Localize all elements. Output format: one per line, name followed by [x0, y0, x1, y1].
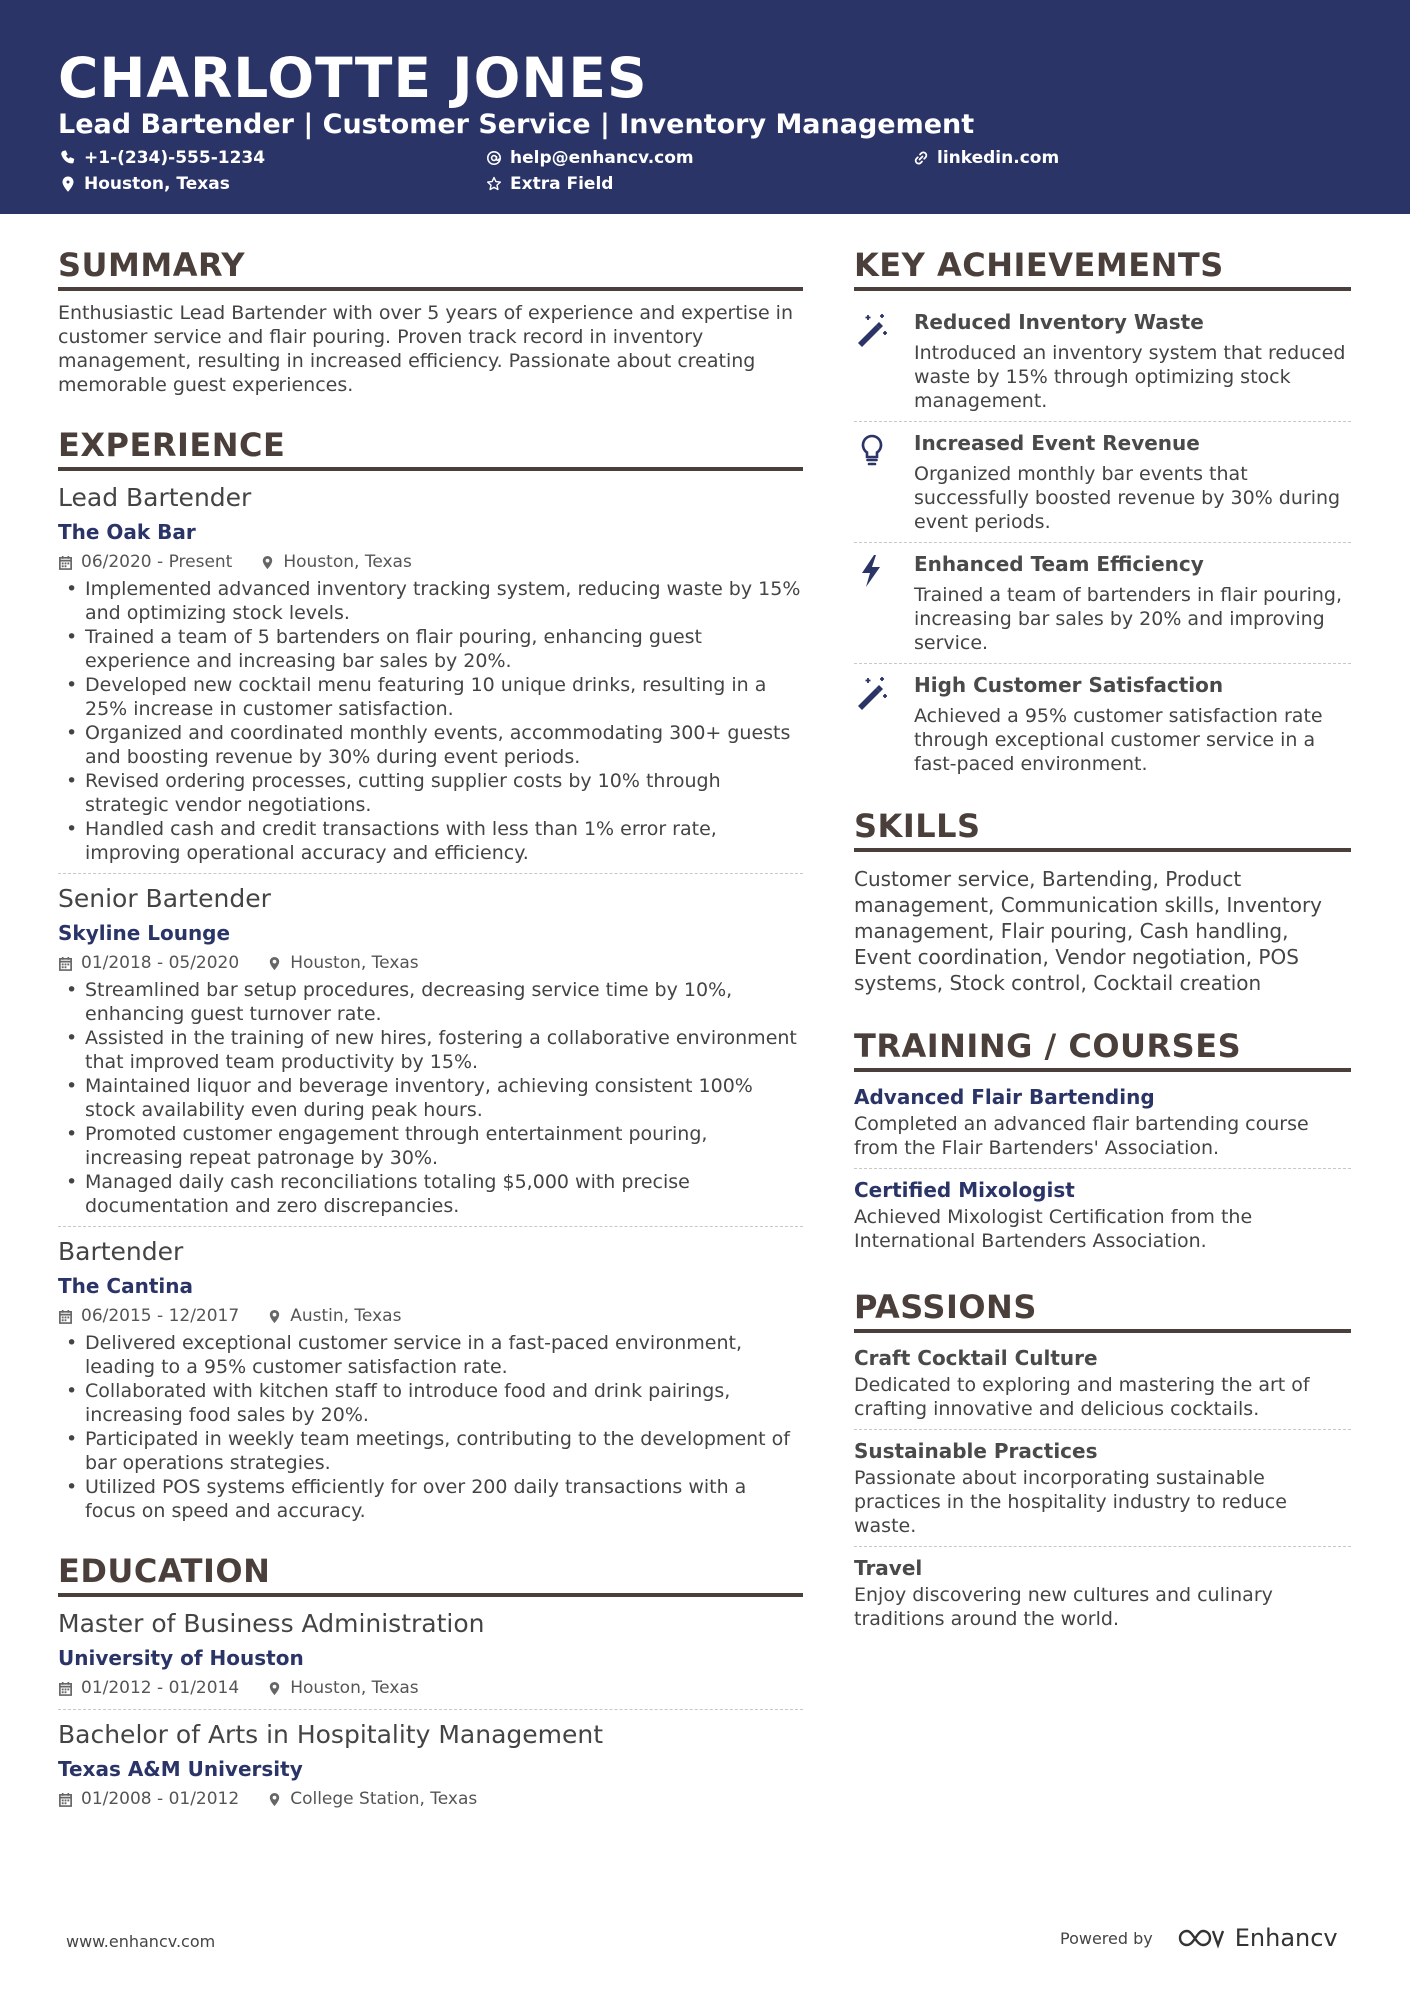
passion-title: Craft Cocktail Culture — [854, 1346, 1098, 1370]
education-location — [267, 1675, 418, 1701]
education-meta — [58, 1675, 803, 1701]
experience-section — [58, 425, 803, 1531]
achievement-desc: Trained a team of bartenders in flair pouring, increasing bar sales by 20% and improving service. — [914, 584, 1343, 654]
location-text: College Station, Texas — [290, 1789, 478, 1809]
job-meta — [58, 549, 803, 575]
linkedin-text: linkedin.com — [937, 148, 1060, 168]
course-desc: Achieved Mixologist Certification from the International Bartenders Association. — [854, 1206, 1253, 1252]
powered-by-text: Powered by — [1060, 1928, 1153, 1948]
company-name: The Oak Bar — [58, 520, 196, 544]
summary-section — [58, 245, 803, 397]
achievement-body — [914, 428, 1351, 534]
achievements-section — [854, 245, 1351, 784]
calendar-icon — [58, 1681, 73, 1696]
map-pin-icon — [267, 1309, 282, 1324]
right-column — [854, 245, 1351, 1645]
achievement-title: High Customer Satisfaction — [914, 673, 1224, 697]
bullet-item: • Participated in weekly team meetings, contributing to the development of bar operations strategies. — [58, 1427, 803, 1475]
contact-extra — [486, 174, 613, 194]
left-column — [58, 245, 803, 1828]
contact-email[interactable] — [486, 148, 694, 168]
map-pin-icon — [267, 1681, 282, 1696]
achievement-icon-wrap — [854, 307, 894, 413]
job-title: Bartender — [58, 1237, 184, 1266]
dates-text: 01/2018 - 05/2020 — [81, 953, 240, 973]
passions-section — [854, 1287, 1351, 1639]
dates-text: 06/2015 - 12/2017 — [81, 1306, 240, 1326]
job-dates — [58, 549, 232, 575]
lightning-icon — [854, 553, 890, 589]
passion-title: Travel — [854, 1556, 923, 1580]
achievement-icon-wrap — [854, 549, 894, 655]
job-meta — [58, 1303, 803, 1329]
job-location — [267, 950, 418, 976]
course-item — [854, 1175, 1351, 1261]
calendar-icon — [58, 1309, 73, 1324]
achievement-body — [914, 670, 1351, 776]
job-entry — [58, 1235, 803, 1531]
education-section — [58, 1551, 803, 1820]
skills-section — [854, 806, 1351, 996]
course-title: Certified Mixologist — [854, 1178, 1075, 1202]
location-text: Houston, Texas — [290, 1678, 419, 1698]
candidate-name: CHARLOTTE JONES — [58, 46, 648, 110]
bullet-item: • Delivered exceptional customer service in a fast-paced environment, leading to a 95% customer satisfaction rate. — [58, 1331, 803, 1379]
bullet-item: • Maintained liquor and beverage inventory, achieving consistent 100% stock availability even during peak hours. — [58, 1074, 803, 1122]
passion-desc: Passionate about incorporating sustainable practices in the hospitality industry to reduce waste. — [854, 1467, 1287, 1537]
achievement-body — [914, 307, 1351, 413]
achievement-desc: Organized monthly bar events that successfully boosted revenue by 30% during event periods. — [914, 463, 1341, 533]
brand-text: Enhancv — [1234, 1924, 1338, 1952]
achievement-item — [854, 543, 1351, 664]
job-title: Senior Bartender — [58, 884, 271, 913]
education-entry — [58, 1718, 803, 1820]
magic-wand-icon — [854, 311, 890, 347]
map-pin-icon — [267, 1792, 282, 1807]
at-icon — [486, 150, 502, 166]
education-meta — [58, 1786, 803, 1812]
school-name: Texas A&M University — [58, 1757, 303, 1781]
bullet-item: • Revised ordering processes, cutting supplier costs by 10% through strategic vendor negotiations. — [58, 769, 803, 817]
job-title: Lead Bartender — [58, 483, 252, 512]
passion-desc: Dedicated to exploring and mastering the art of crafting innovative and delicious cocktails. — [854, 1374, 1310, 1420]
job-dates — [58, 1303, 239, 1329]
location-text: Houston, Texas — [290, 953, 419, 973]
achievement-title: Enhanced Team Efficiency — [914, 552, 1204, 576]
calendar-icon — [58, 1792, 73, 1807]
course-item — [854, 1082, 1351, 1169]
link-icon — [913, 150, 929, 166]
experience-heading: EXPERIENCE — [58, 425, 803, 471]
passion-item — [854, 1553, 1351, 1639]
contact-phone[interactable] — [60, 148, 265, 168]
skills-heading: SKILLS — [854, 806, 1351, 852]
location-text: Austin, Texas — [290, 1306, 402, 1326]
job-location — [260, 549, 411, 575]
dates-text: 06/2020 - Present — [81, 552, 233, 572]
bullet-item: • Developed new cocktail menu featuring 10 unique drinks, resulting in a 25% increase in customer satisfaction. — [58, 673, 803, 721]
achievements-heading: KEY ACHIEVEMENTS — [854, 245, 1351, 291]
lightbulb-icon — [854, 432, 890, 468]
job-bullets — [58, 1331, 803, 1523]
map-pin-icon — [267, 956, 282, 971]
magic-wand-icon — [854, 674, 890, 710]
education-entry — [58, 1607, 803, 1710]
company-name: The Cantina — [58, 1274, 193, 1298]
enhancv-logo — [1177, 1924, 1338, 1952]
calendar-icon — [58, 555, 73, 570]
bullet-item: • Trained a team of 5 bartenders on flair pouring, enhancing guest experience and increasing bar sales by 20%. — [58, 625, 803, 673]
bullet-item: • Handled cash and credit transactions with less than 1% error rate, improving operational accuracy and efficiency. — [58, 817, 803, 865]
job-bullets — [58, 577, 803, 865]
star-icon — [486, 176, 502, 192]
achievement-item — [854, 664, 1351, 784]
enhancv-logo-icon — [1177, 1926, 1225, 1950]
achievement-item — [854, 301, 1351, 422]
bullet-item: • Assisted in the training of new hires, fostering a collaborative environment that improved team productivity by 15%. — [58, 1026, 803, 1074]
dates-text: 01/2008 - 01/2012 — [81, 1789, 240, 1809]
phone-icon — [60, 150, 76, 166]
skills-text: Customer service, Bartending, Product management, Communication skills, Inventory management, Flair pouring, Cash handling, Event coordination, Vendor negotiation, POS systems, Stock control, Cocktail creation — [854, 867, 1323, 995]
training-section — [854, 1026, 1351, 1261]
job-location — [267, 1303, 401, 1329]
location-text: Houston, Texas — [283, 552, 412, 572]
achievement-desc: Introduced an inventory system that reduced waste by 15% through optimizing stock management. — [914, 342, 1346, 412]
training-heading: TRAINING / COURSES — [854, 1026, 1351, 1072]
dates-text: 01/2012 - 01/2014 — [81, 1678, 240, 1698]
passion-item — [854, 1436, 1351, 1547]
footer-website[interactable]: www.enhancv.com — [66, 1932, 216, 1951]
education-dates — [58, 1786, 239, 1812]
map-pin-icon — [260, 555, 275, 570]
bullet-item: • Streamlined bar setup procedures, decreasing service time by 10%, enhancing guest turnover rate. — [58, 978, 803, 1026]
passion-item — [854, 1343, 1351, 1430]
candidate-title: Lead Bartender | Customer Service | Inventory Management — [58, 109, 975, 140]
passion-title: Sustainable Practices — [854, 1439, 1098, 1463]
course-title: Advanced Flair Bartending — [854, 1085, 1155, 1109]
bullet-item: • Utilized POS systems efficiently for over 200 daily transactions with a focus on speed and accuracy. — [58, 1475, 803, 1523]
company-name: Skyline Lounge — [58, 921, 231, 945]
degree-title: Master of Business Administration — [58, 1609, 485, 1638]
job-entry — [58, 481, 803, 874]
passion-desc: Enjoy discovering new cultures and culinary traditions around the world. — [854, 1584, 1273, 1630]
job-entry — [58, 882, 803, 1227]
education-heading: EDUCATION — [58, 1551, 803, 1597]
degree-title: Bachelor of Arts in Hospitality Management — [58, 1720, 604, 1749]
summary-heading: SUMMARY — [58, 245, 803, 291]
achievement-title: Increased Event Revenue — [914, 431, 1200, 455]
achievement-body — [914, 549, 1351, 655]
location-text: Houston, Texas — [84, 174, 230, 194]
achievement-item — [854, 422, 1351, 543]
bullet-item: • Promoted customer engagement through entertainment pouring, increasing repeat patronage by 30%. — [58, 1122, 803, 1170]
bullet-item: • Collaborated with kitchen staff to introduce food and drink pairings, increasing food sales by 20%. — [58, 1379, 803, 1427]
education-location — [267, 1786, 477, 1812]
achievement-icon-wrap — [854, 670, 894, 776]
achievement-title: Reduced Inventory Waste — [914, 310, 1204, 334]
school-name: University of Houston — [58, 1646, 304, 1670]
email-text: help@enhancv.com — [510, 148, 694, 168]
achievement-icon-wrap — [854, 428, 894, 534]
summary-text: Enthusiastic Lead Bartender with over 5 years of experience and expertise in customer service and flair pouring. Proven track record in inventory management, resulting in increased efficiency. Passionate about creating memorable guest experiences. — [58, 302, 794, 396]
achievement-desc: Achieved a 95% customer satisfaction rate through exceptional customer service in a fast-paced environment. — [914, 705, 1323, 775]
job-meta — [58, 950, 803, 976]
extra-field-text: Extra Field — [510, 174, 614, 194]
bullet-item: • Implemented advanced inventory tracking system, reducing waste by 15% and optimizing stock levels. — [58, 577, 803, 625]
job-bullets — [58, 978, 803, 1218]
passions-heading: PASSIONS — [854, 1287, 1351, 1333]
course-desc: Completed an advanced flair bartending course from the Flair Bartenders' Association. — [854, 1113, 1309, 1159]
contact-location — [60, 174, 230, 194]
phone-text: +1-(234)-555-1234 — [84, 148, 266, 168]
contact-linkedin[interactable] — [913, 148, 1059, 168]
map-pin-icon — [60, 176, 76, 192]
education-dates — [58, 1675, 239, 1701]
footer-branding[interactable] — [1060, 1924, 1338, 1952]
resume-header — [0, 0, 1410, 214]
job-dates — [58, 950, 239, 976]
bullet-item: • Organized and coordinated monthly events, accommodating 300+ guests and boosting revenue by 30% during event periods. — [58, 721, 803, 769]
bullet-item: • Managed daily cash reconciliations totaling $5,000 with precise documentation and zero discrepancies. — [58, 1170, 803, 1218]
calendar-icon — [58, 956, 73, 971]
